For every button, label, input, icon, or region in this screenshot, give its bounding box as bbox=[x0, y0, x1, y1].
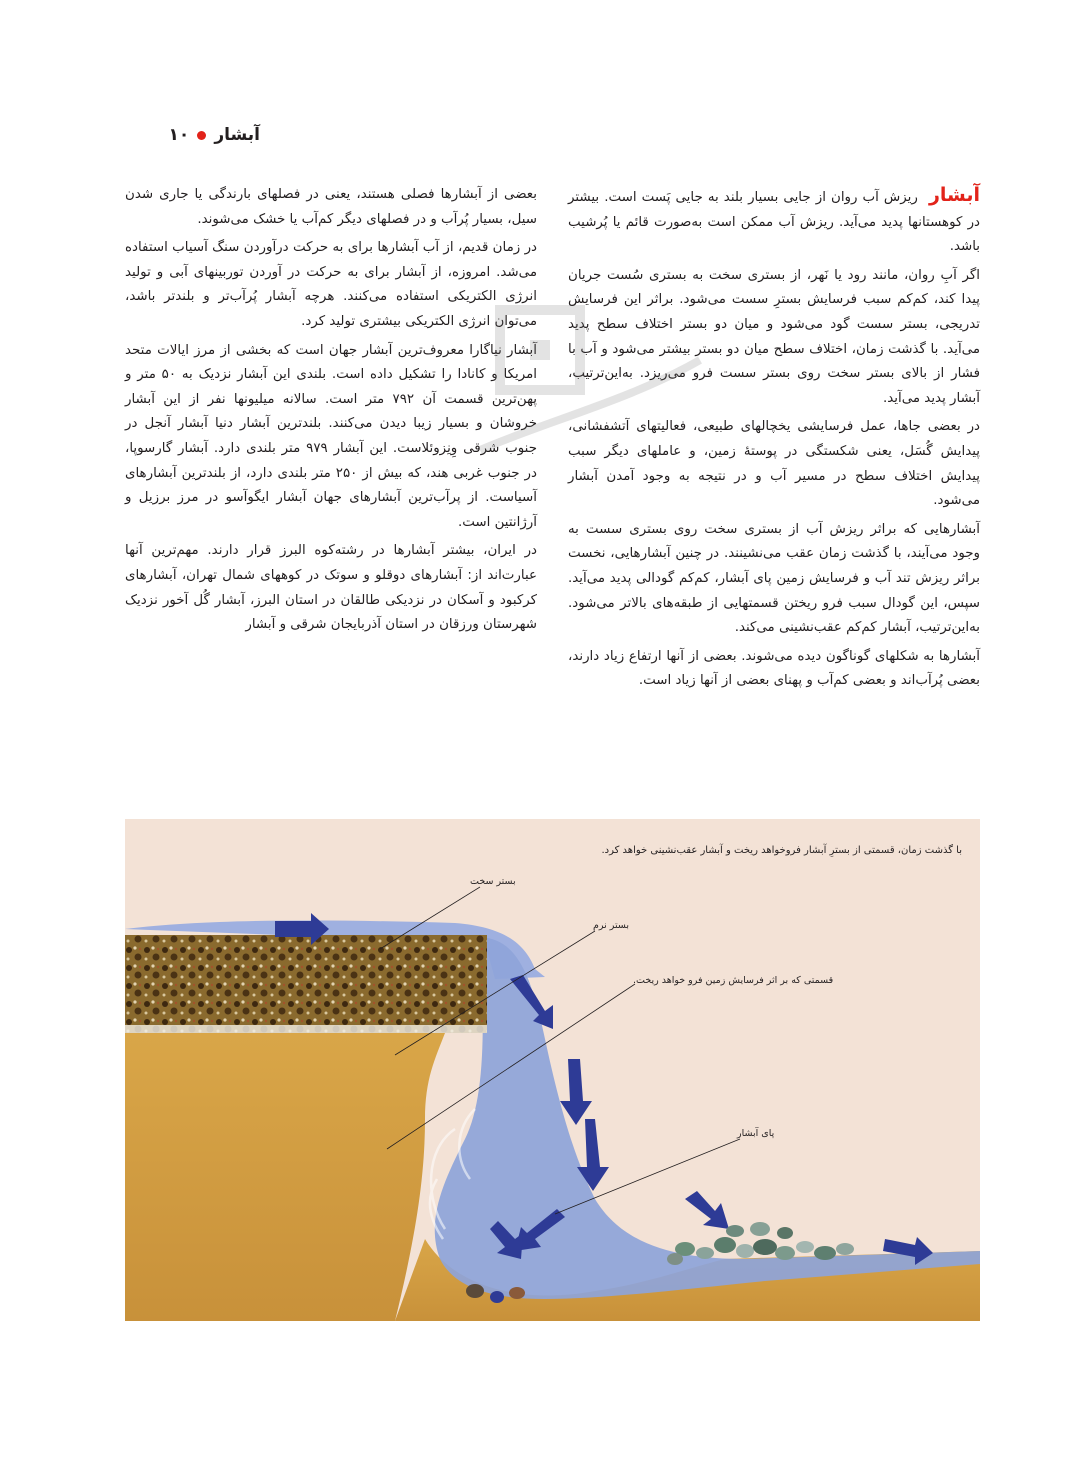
paragraph-4: آبشارهایی که براثر ریزش آب از بستری سخت روی بستری سست به وجود می‌آیند، با گذشت زمان عقب می‌نشینند. در چنین آبشارهایی، نخست براثر ریزش تند آب و فرسایش زمین پای آبشار، کم‌کم گودالی پدید می‌آید. سپس، این گودال سبب فرو ریختن قسمتهایی از طبقه‌های بالاتر می‌شود. به‌این‌ترتیب، آبشار کم‌کم عقب‌نشینی می‌کند. bbox=[568, 521, 980, 636]
paragraph-2: اگر آبِ روان، مانند رود یا نَهر، از بستری سخت به بستری سُست جریان پیدا کند، کم‌کم سبب فرسایش بسترِ سست می‌شود. براثر این فرسایش تدریجی، بستر سست گود می‌شود و میان دو بستر اختلاف سطح پدید می‌آید. با گذشت زمان، اختلاف سطح میان دو بستر بیشتر می‌شود و آب با فشار از بالای بستر سخت روی بستر سست فرو می‌ریزد. به‌این‌ترتیب، آبشار پدید می‌آید. bbox=[568, 267, 980, 406]
right-text-column bbox=[568, 183, 980, 698]
label-collapse: قسمتی که بر اثر فرسایش زمین فرو خواهد ریخت. bbox=[633, 975, 834, 986]
paragraph-3: در بعضی جاها، عمل فرسایشی یخچالهای طبیعی، فعالیتهای آتشفشانی، پیدایش گُسَل، یعنی شکستگی در پوستهٔ زمین، و عاملهای دیگر سبب پیدایش اختلاف سطح در مسیر آب و در نتیجه به وجود آمدن آبشار می‌شود. bbox=[568, 419, 980, 509]
left-text-column bbox=[125, 183, 537, 642]
hard-bed bbox=[125, 935, 487, 1033]
paragraph-6: بعضی از آبشارها فصلی هستند، یعنی در فصلهای بارندگی یا جاری شدن سیل، بسیار پُرآب و در فصلهای دیگر کم‌آب یا خشک می‌شوند. bbox=[125, 187, 537, 227]
page-number: ۱۰ bbox=[168, 125, 190, 145]
paragraph-7: در زمان قدیم، از آب آبشارها برای به حرکت درآوردن سنگ آسیاب استفاده می‌شد. امروزه، از آبشار برای به حرکت در آوردن توربینهای آبی و تولید انرژی الکتریکی استفاده می‌کنند. هرچه آبشار پُرآب‌تر و بلندتر باشد، می‌توان انرژی الکتریکی بیشتری تولید کرد. bbox=[125, 240, 537, 329]
page-header-title: آبشار bbox=[214, 125, 260, 145]
paragraph-1-text: ریزش آب روان از جایی بسیار بلند به جایی پَست است. بیشتر در کوهستانها پدید می‌آید. ریزش آب ممکن است به‌صورت قائم یا پُرشیب باشد. bbox=[568, 190, 980, 255]
paragraph-5: آبشارها به شکلهای گوناگون دیده می‌شوند. بعضی از آنها ارتفاع زیاد دارند، بعضی پُرآب‌اند و بعضی کم‌آب و پهنای بعضی از آنها زیاد است. bbox=[568, 648, 980, 689]
paragraph-9: در ایران، بیشتر آبشارها در رشته‌کوه البرز قرار دارند. مهم‌ترین آنها عبارت‌اند از: آبشارهای دوقلو و سوتک در کوههای شمال تهران، آبشارهای کرکبود و آسکان در نزدیکی طالقان در استان البرز، آبشار گُل آخور نزدیک شهرستان ورزقان در استان آذربایجان شرقی و آبشار bbox=[125, 543, 537, 633]
waterfall-diagram bbox=[125, 819, 980, 1321]
soft-bed-left bbox=[125, 1033, 445, 1321]
lead-word: آبشار bbox=[928, 184, 980, 206]
label-foot: پای آبشار bbox=[737, 1128, 775, 1139]
red-dot-icon bbox=[197, 131, 206, 140]
label-soft-bed: بستر نرم bbox=[593, 920, 630, 931]
label-hard-bed: بستر سخت bbox=[470, 876, 516, 887]
paragraph-8: آبشار نیاگارا معروف‌ترین آبشار جهان است که بخشی از مرز ایالات متحد امریکا و کانادا را تشکیل داده است. بلندی این آبشار نزدیک به ۵۰ متر و پهن‌ترین قسمت آن ۷۹۲ متر است. سالانه میلیونها نفر از این آبشار خروشان و بسیار زیبا دیدن می‌کنند. بلندترین آبشار دنیا آبشار آنجل در جنوب شرقی وِنِزوئلاست. این آبشار ۹۷۹ متر بلندی دارد. آبشار گارسوپا، در جنوب غربی هند، که بیش از ۲۵۰ متر بلندی دارد، از بلندترین آبشارهای آسیاست. از پرآب‌ترین آبشارهای جهان آبشار ایگوآسو در مرز برزیل و آرژانتین است. bbox=[125, 342, 537, 530]
waterfall-illustration bbox=[125, 819, 980, 1321]
page-header bbox=[120, 120, 260, 150]
paragraph-1 bbox=[568, 183, 980, 260]
figure-caption: با گذشت زمان، قسمتی از بسترِ آبشار فروخواهد ریخت و آبشار عقب‌نشینی خواهد کرد. bbox=[601, 845, 962, 856]
